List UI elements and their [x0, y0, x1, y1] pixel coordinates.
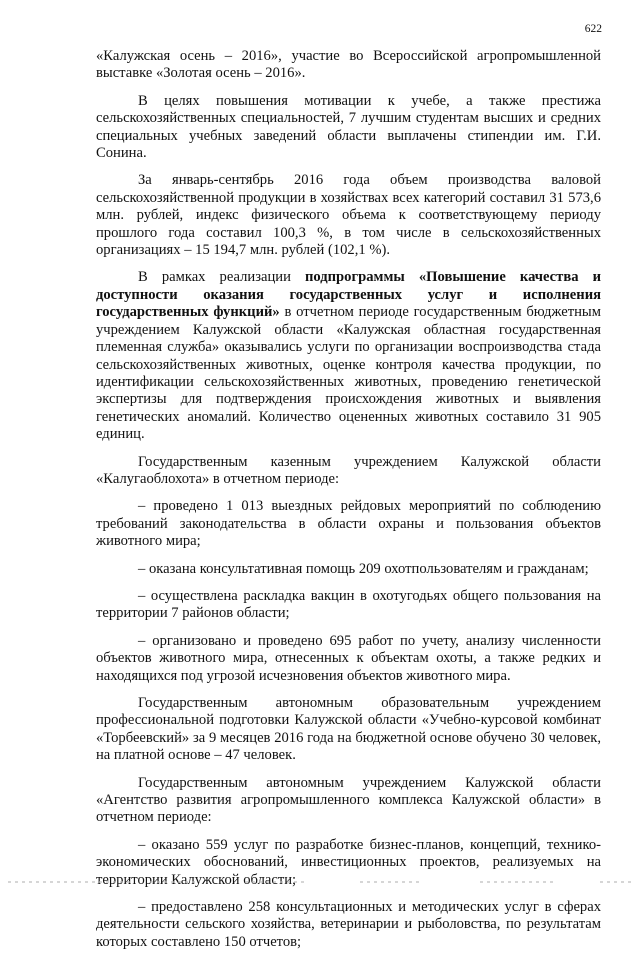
- list-item-wildlife-count: – организовано и проведено 695 работ по учету, анализу численности объектов животного мира, отнесенных к объектам охоты, а также редких и находящихся под угрозой исчезновения объектов животного мира.: [96, 632, 601, 684]
- paragraph-scholarships: В целях повышения мотивации к учебе, а также престижа сельскохозяйственных специальностей, 7 лучшим студентам высших и средних специальных учебных заведений области выплачены стипендии им. Г.И. Сонина.: [96, 92, 601, 162]
- list-item-consulting: – оказана консультативная помощь 209 охотпользователям и гражданам;: [138, 560, 589, 577]
- subprogram-title: подпрограммы «Повышение качества и доступности оказания государственных услуг и исполнения государственных функций»: [96, 269, 601, 321]
- subprogram-intro: В рамках реализации: [138, 269, 305, 286]
- list-item-methodical-services: – предоставлено 258 консультационных и методических услуг в сферах деятельности сельского хозяйства, ветеринарии и рыболовства, по результатам которых составлено 150 отчетов;: [96, 899, 601, 950]
- paragraph-subprogram: [96, 269, 601, 443]
- paragraph-exhibition: «Калужская осень – 2016», участие во Всероссийской агропромышленной выставке «Золотая осень – 2016».: [96, 48, 601, 82]
- paragraph-training-center: Государственным автономным образовательным учреждением профессиональной подготовки Калужской области «Учебно-курсовой комбинат «Торбеевский» за 9 месяцев 2016 года на бюджетной основе обучено 30 человек, на платной основе – 47 человек.: [96, 695, 601, 764]
- paragraph-hunting-agency: Государственным казенным учреждением Калужской области «Калугаоблохота» в отчетном периоде:: [96, 453, 601, 487]
- page-number: 622: [584, 23, 602, 35]
- paragraph-production-volume: За январь-сентябрь 2016 года объем производства валовой сельскохозяйственной продукции в хозяйствах всех категорий составил 31 573,6 млн. рублей, индекс физического объема к соответствующему периоду прошлого года составил 100,3 %, в том числе в сельскохозяйственных организациях – 15 194,7 млн. рублей (102,1 %).: [96, 172, 601, 259]
- paragraph-agro-agency: Государственным автономным учреждением Калужской области «Агентство развития агропромышленного комплекса Калужской области» в отчетном периоде:: [96, 774, 601, 826]
- list-item-raids: – проведено 1 013 выездных рейдовых мероприятий по соблюдению требований законодательства в области охраны и пользования объектов животного мира;: [96, 498, 601, 550]
- document-body: [96, 48, 601, 961]
- list-item-vaccines: – осуществлена раскладка вакцин в охотугодьях общего пользования на территории 7 районов области;: [96, 587, 601, 622]
- subprogram-details: в отчетном периоде государственным бюджетным учреждением Калужской области «Калужская областная государственная племенная служба» оказывались услуги по организации воспроизводства стада сельскохозяйственных животных, оценке контроля качества продукции, по идентификации сельскохозяйственных животных, проведению генетической экспертизы для подтверждения происхождения животных и выявления генетических аномалий. Количество оцененных животных составило 31 905 единиц.: [96, 304, 601, 443]
- scan-artifact-line: [0, 878, 640, 886]
- list-item-business-plans: – оказано 559 услуг по разработке бизнес-планов, концепций, технико-экономических обоснований, инвестиционных проектов, реализуемых на территории Калужской области;: [96, 836, 601, 888]
